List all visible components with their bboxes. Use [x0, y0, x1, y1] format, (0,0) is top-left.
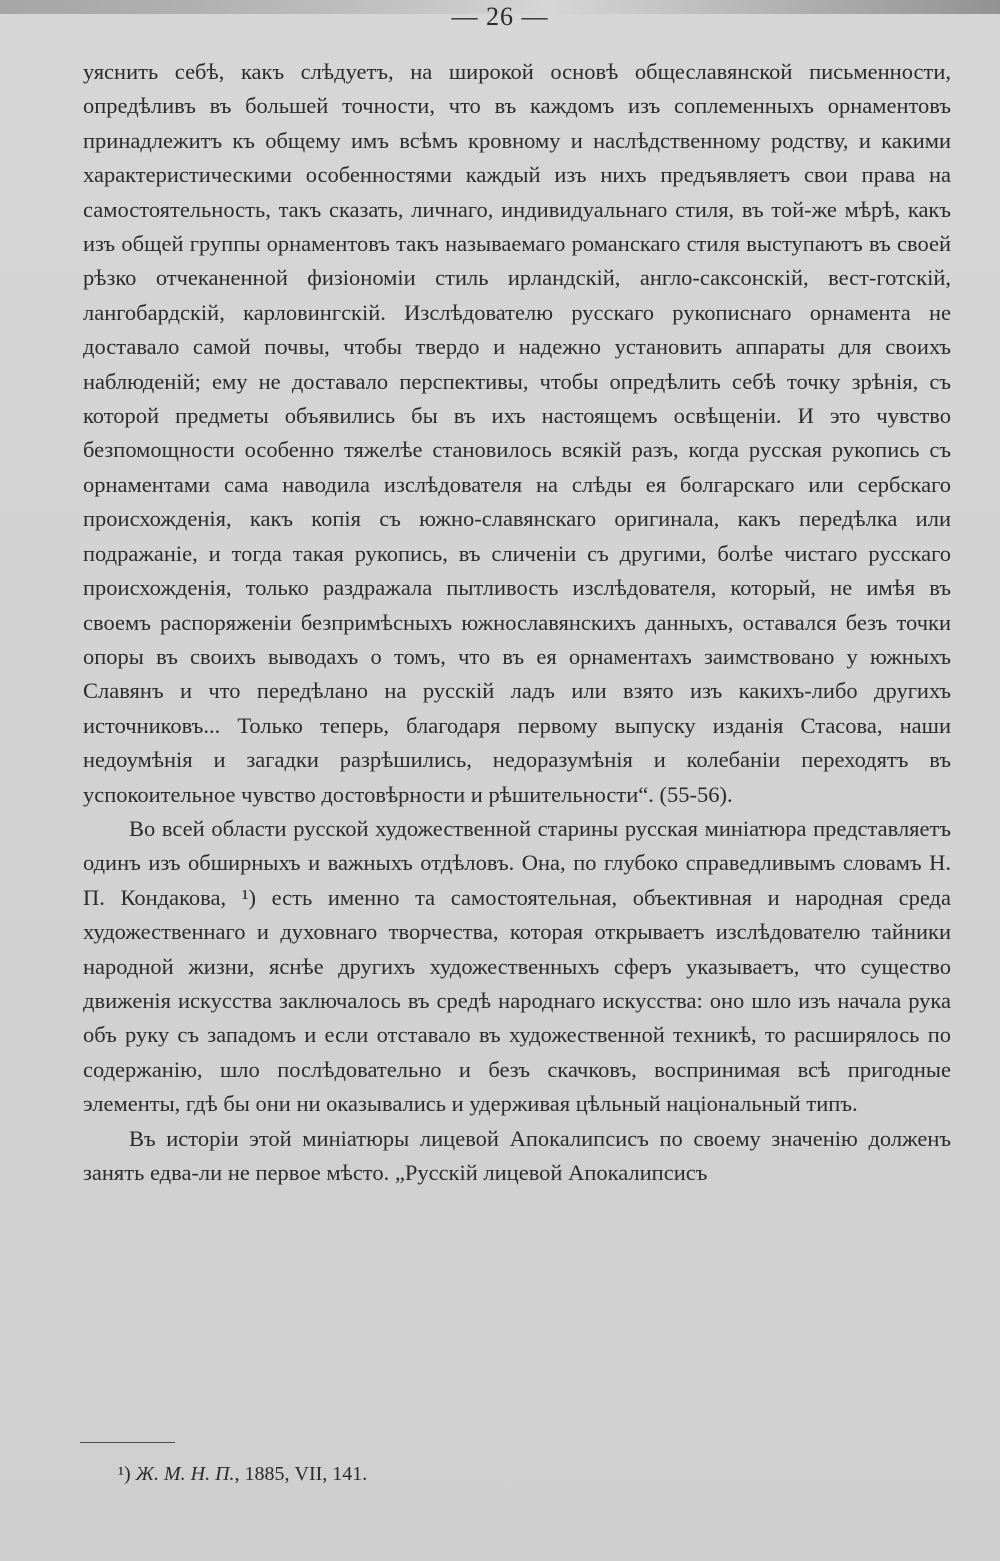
footnote-marker: ¹) [118, 1463, 131, 1485]
page-number: — 26 — [451, 2, 549, 31]
paragraph-1: уяснить себѣ, какъ слѣдуетъ, на широкой основѣ общеславянской письменности, опредѣливъ въ большей точности, что въ каждомъ изъ соплеменныхъ орнаментовъ принадлежитъ къ общему имъ всѣмъ кровному и наслѣдственному родству, и какими характеристическими особенностями каждый изъ нихъ предъявляетъ свои права на самостоятельность, такъ сказать, личнаго, индивидуальнаго стиля, въ той-же мѣрѣ, какъ изъ общей группы орнаментовъ такъ называемаго романскаго стиля выступаютъ въ своей рѣзко отчеканенной физіономіи стиль ирландскій, англо-саксонскій, вест-готскій, лангобардскій, карловингскій. Изслѣдователю русскаго рукописнаго орнамента не доставало самой почвы, чтобы твердо и надежно установить аппараты для своихъ наблюденій; ему не доставало перспективы, чтобы опредѣлить себѣ точку зрѣнія, съ которой предметы объявились бы въ ихъ настоящемъ освѣщеніи. И это чувство безпомощности особенно тяжелѣе становилось всякій разъ, когда русская рукопись съ орнаментами сама наводила изслѣдователя на слѣды ея болгарскаго или сербскаго происхожденія, какъ копія съ южно-славянскаго оригинала, какъ передѣлка или подражаніе, и тогда такая рукопись, въ сличеніи съ другими, болѣе чистаго русскаго происхожденія, только раздражала пытливость изслѣдователя, который, не имѣя въ своемъ распоряженіи безпримѣсныхъ южнославянскихъ данныхъ, оставался безъ точки опоры въ своихъ выводахъ о томъ, что въ ея орнаментахъ заимствовано у южныхъ Славянъ и что передѣлано на русскій ладъ или взято изъ какихъ-либо другихъ источниковъ... Только теперь, благодаря первому выпуску изданія Стасова, наши недоумѣнія и загадки разрѣшились, недоразумѣнія и колебаніи переходятъ въ успокоительное чувство достовѣрности и рѣшительности“. (55-56). [83, 59, 951, 807]
footnote-details: , 1885, VII, 141. [234, 1463, 368, 1485]
footnote-source: Ж. М. Н. П. [135, 1463, 235, 1485]
main-text [83, 55, 951, 1190]
paragraph-3: Въ исторіи этой миніатюры лицевой Апокалипсисъ по своему значенію долженъ занять едва-ли не первое мѣсто. „Русскій лицевой Апокалипсисъ [83, 1125, 951, 1185]
footnote [118, 1460, 367, 1488]
paragraph-2: Во всей области русской художественной старины русская миніатюра представляетъ одинъ изъ обширныхъ и важныхъ отдѣловъ. Она, по глубоко справедливымъ словамъ Н. П. Кондакова, ¹) есть именно та самостоятельная, объективная и народная среда художественнаго и духовнаго творчества, которая открываетъ изслѣдователю тайники народной жизни, яснѣе другихъ художественныхъ сферъ указываетъ, что существо движенія искусства заключалось въ средѣ народнаго искусства: оно шло изъ начала рука объ руку съ западомъ и если отставало въ художественной техникѣ, то расширялось по содержанію, шло послѣдовательно и безъ скачковъ, воспринимая всѣ пригодные элементы, гдѣ бы они ни оказывались и удерживая цѣльный національный типъ. [83, 815, 951, 1117]
footnote-divider [80, 1442, 175, 1443]
